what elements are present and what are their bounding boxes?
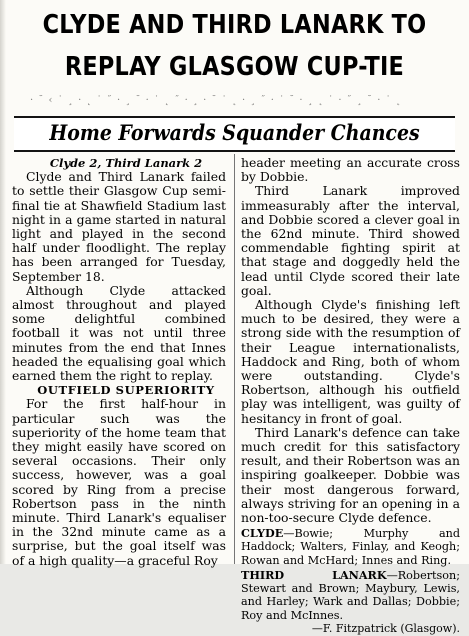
paragraph: Third Lanark's defence can take much credit for this satisfactory result, and their Robertson was an inspiring goalkeeper. Dobbie was their most dangerous forward, always striving for an opening in a non-too-secure Clyde defence. [241,424,460,526]
crosshead: OUTFIELD SUPERIORITY [37,383,215,398]
team-players-clyde: —Bowie; Murphy and Haddock; Walters, Finlay, and Keogh; Rowan and [241,527,460,567]
team-lineup-third-lanark [241,569,460,622]
paragraph: header meeting an accurate cross by Dobbie. [241,155,460,185]
headline-line-1: CLYDE AND THIRD LANARK TO [42,10,427,40]
page-edge-shadow [0,0,6,564]
paragraph: Although Clyde's finishing left much to be desired, they were a strong side with the resumption of their League internationalists, Haddock and Ring, both of whom were outstanding. Clyde's Robertson, although his outfield play was intelligent, was guilty of hesitancy in front of goal. [241,297,460,426]
paragraph: Clyde and Third Lanark failed to settle their Glasgow Cup semi-final tie at Shawfield Stadium last night in a game started in natural light and played in the second half under floodlight. The replay has been arranged for Tuesday, September 18. [12,169,226,284]
score-line: Clyde 2, Third Lanark 2 [49,156,203,170]
team-players-third-lanark: —Robertson; Stewart and Brown; Maybury, Lewis, and Harley; Wark and Dallas; Dobbie; Roy and McInnes. [241,568,460,622]
team-lineup-clyde [241,527,460,567]
print-bleed-through: · ˘ ‹ ˙ ¸ · ˛ ˙ ˝ · ¸ ˘ · ˙ ˛ ˝ · ¸ · ˘ ˙ ˛ · ¸ ˝ · ˙ ˘ · ¸ ˛ ˙ · ˝ ¸ ˘ · ˙ ˛ [30,95,402,106]
team-name-clyde: CLYDE [241,526,284,541]
headline-line-2: REPLAY GLASGOW CUP-TIE [64,52,405,82]
paragraph: Third Lanark improved immeasurably after the interval, and Dobbie scored a clever goal in the 62nd minute. Third showed commendable fighting spirit at that stage and doggedly held the lead until Clyde scored their late goal. [241,183,460,298]
team-players-clyde-cont: McHard; Innes and Ring. [307,553,452,567]
byline: —F. Fitzpatrick (Glasgow). [311,621,460,635]
column-divider [234,154,235,564]
team-name-third-lanark: THIRD LANARK [241,567,387,582]
article-column-left [12,156,226,568]
article-column-right [241,156,460,636]
subheadline: Home Forwards Squander Chances [49,120,420,145]
paragraph: For the first half-hour in particular such was the superiority of the home team that they might easily have scored on several occasions. Their only success, however, was a goal scored by Ring from a precise Robertson pass in the ninth minute. Third Lanark's equaliser in the 32nd minute came as a surprise, but the goal itself was of a high quality—a graceful Roy [12,396,226,568]
paragraph: Although Clyde attacked almost throughout and played some delightful combined football it was not until three minutes from the end that Innes headed the equalising goal which earned them the right to replay. [12,282,226,384]
